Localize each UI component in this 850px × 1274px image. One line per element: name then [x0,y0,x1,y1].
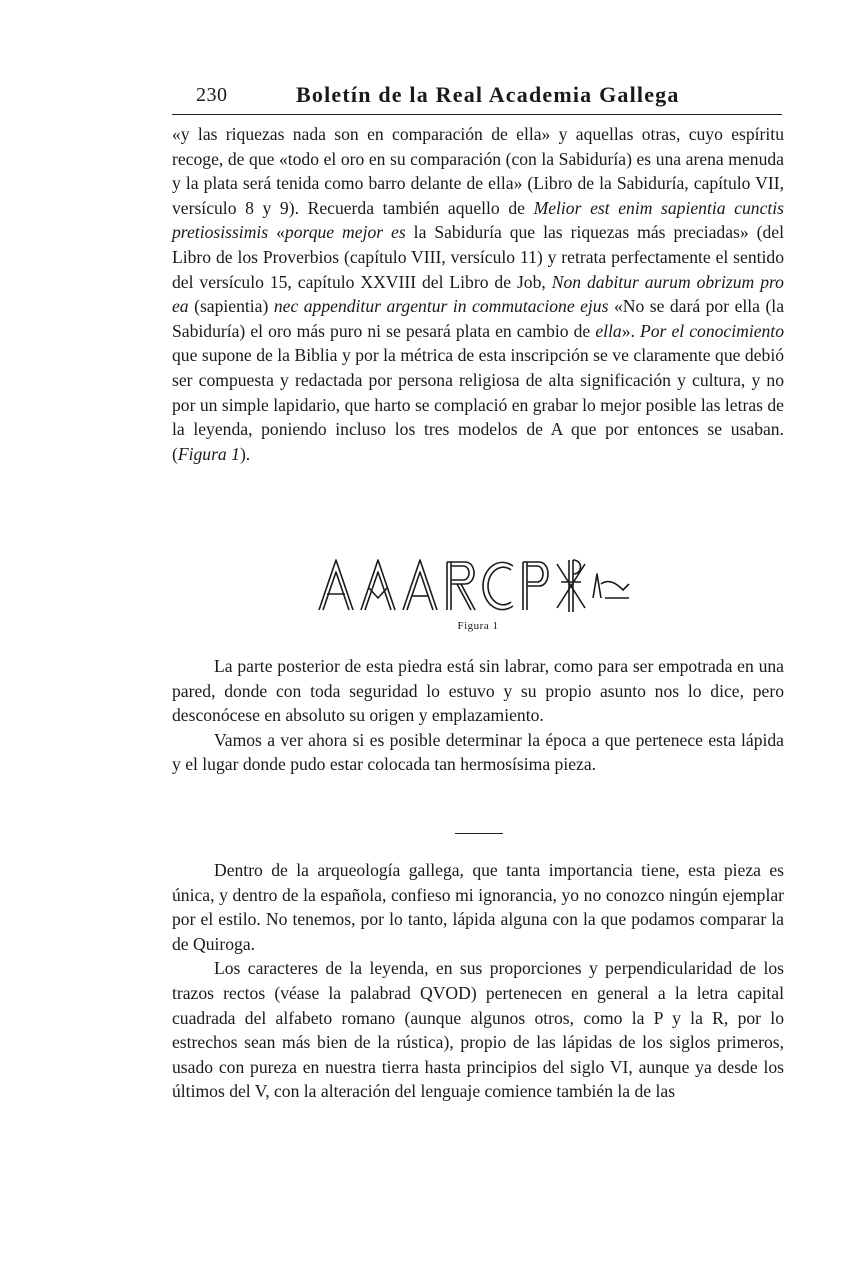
inscription-letters-drawing [317,554,647,614]
letter-chi-rho [557,560,585,612]
paragraph-2: La parte posterior de esta piedra está sin labrar, como para ser empotrada en una pared, donde con toda seguridad lo estuvo y su propio asunto nos lo dice, pero desconócese en absoluto su origen y emplazamiento. [172,656,784,726]
paragraph-group-2 [172,654,784,777]
letter-a-1 [319,560,353,610]
letter-a-2 [361,560,395,610]
paragraph-1-text: «y las riquezas nada son en comparación de ella» y aquellas otras, cuyo espíritu recoge, de que «todo el oro en su comparación (con la Sabiduría) es una arena menuda y la plata será tenida como barro delante de ella» (Libro de la Sabiduría, capítulo VII, versículo 8 y 9). Recuerda también aquello de Melior est enim sapientia cunctis pretiosissimis «porque mejor es la Sabiduría que las riquezas más preciadas» (del Libro de los Proverbios (capítulo VIII, versículo 11) y retrata perfectamente el sentido del versículo 15, capítulo XXVIII del Libro de Job, Non dabitur aurum obrizum pro ea (sapientia) nec appenditur argentur in commutacione ejus «No se dará por ella (la Sabiduría) el oro más puro ni se pesará plata en cambio de ella». Por el conocimiento que supone de la Biblia y por la métrica de esta inscripción se ve claramente que debió ser compuesta y redactada por persona religiosa de alta significación y cultura, y no por un simple lapidario, que harto se complació en grabar lo mejor posible las letras de la leyenda, poniendo incluso los tres modelos de A que por entonces se usaban. (Figura 1). [172,124,785,464]
section-separator [455,833,503,834]
running-title: Boletín de la Real Academia Gallega [296,82,680,107]
paragraph-5: Los caracteres de la leyenda, en sus proporciones y perpendicularidad de los trazos rectos (véase la palabrad QVOD) pertenecen en general a la letra capital cuadrada del alfabeto romano (aunque algunos otros, como la P y la R, por lo estrechos sean más bien de la rústica), propio de las lápidas de los siglos primeros, usado con pureza en nuestra tierra hasta principios del siglo VI, aunque ya desde los últimos del V, con la alteración del lenguaje comience también la de las [172,958,784,1102]
paragraph-group-3 [172,858,784,1104]
ligature-mark [593,574,629,598]
figure-1 [172,548,784,640]
paragraph-1 [172,122,784,466]
page-number: 230 [196,84,228,106]
figure-caption: Figura 1 [457,620,499,632]
letter-p [523,562,548,610]
paragraph-4: Dentro de la arqueología gallega, que tanta importancia tiene, esta pieza es única, y dentro de la española, confieso mi ignorancia, yo no conozco ningún ejemplar por el estilo. No tenemos, por lo tanto, lápida alguna con la que podamos comparar la de Quiroga. [172,860,784,954]
letter-c [483,562,513,609]
letter-a-3 [403,560,437,610]
letter-r [447,562,475,610]
running-header [172,80,782,115]
paragraph-3: Vamos a ver ahora si es posible determinar la época a que pertenece esta lápida y el lugar donde pudo estar colocada tan hermosísima pieza. [172,729,784,775]
